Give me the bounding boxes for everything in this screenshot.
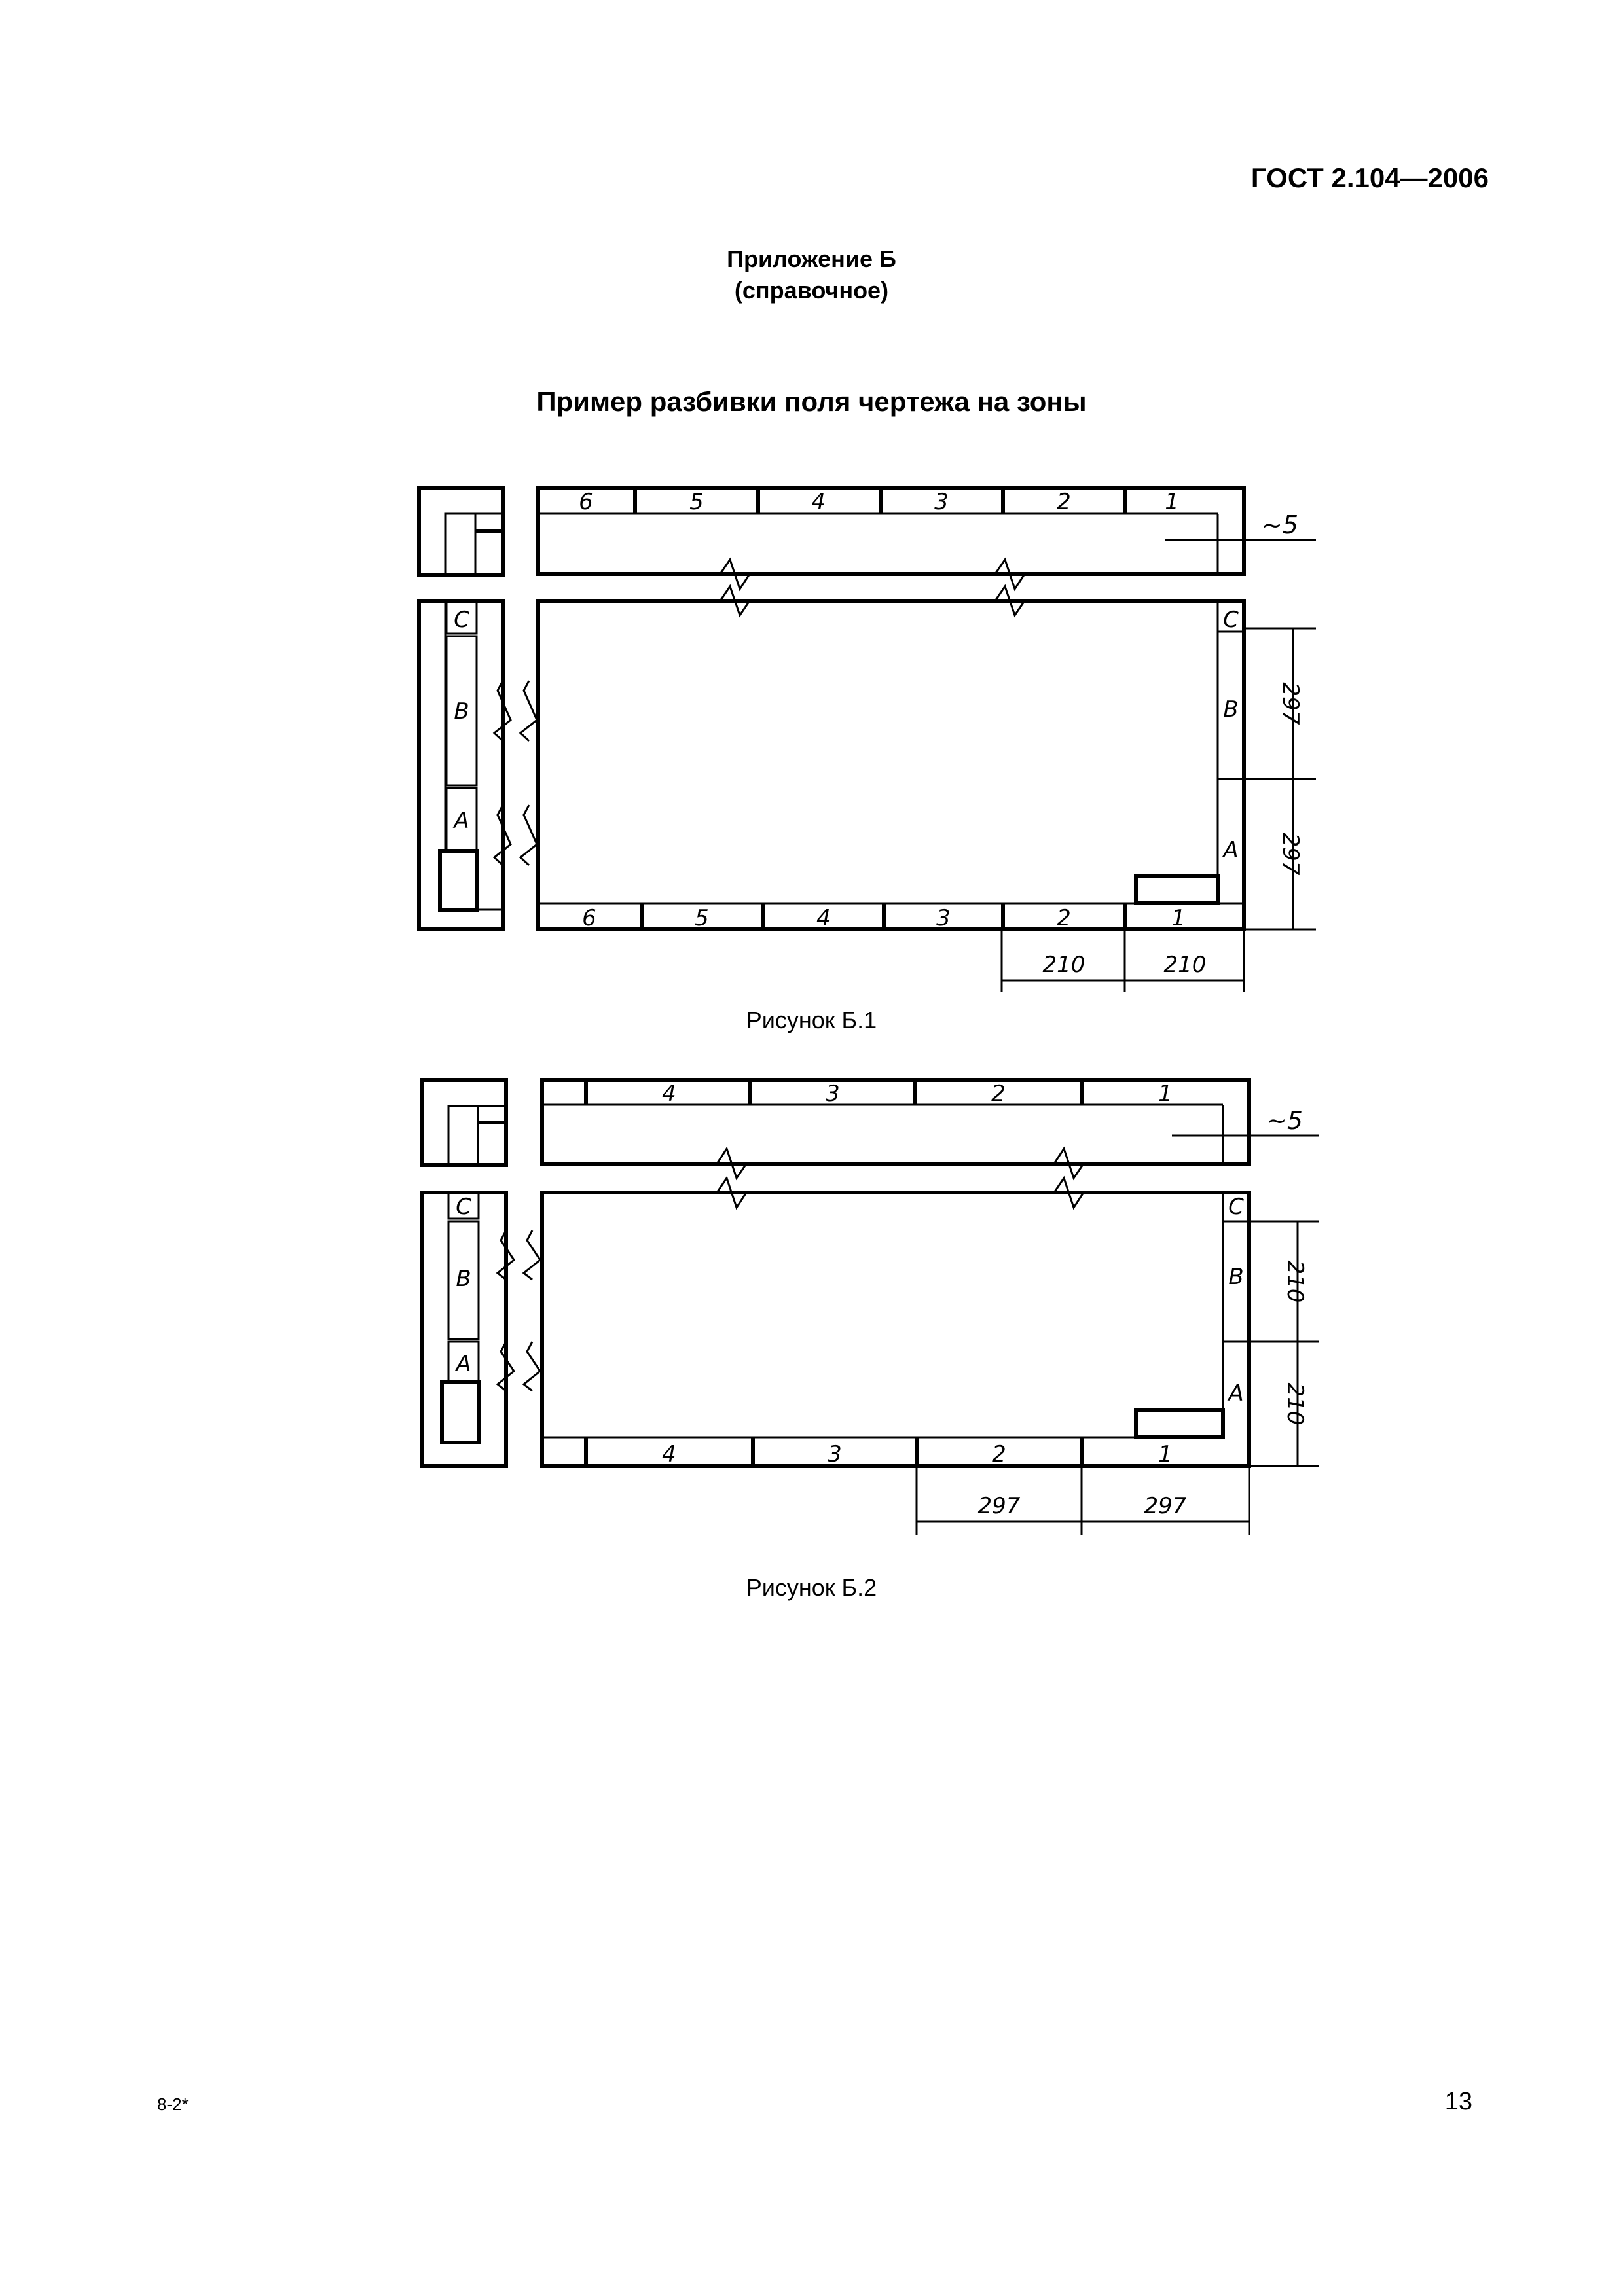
fig2-horiz-dim: 297 [1144,1493,1187,1519]
appendix-line-2: (справочное) [734,277,889,304]
fig1-right-zone-label: B [1223,696,1239,723]
fig2-left-zone-label: A [456,1351,471,1377]
fig1-bottom-zone-label: 6 [582,905,596,931]
fig1-top-zone-label: 6 [579,489,593,515]
fig2-left-top-frame [422,1080,506,1165]
fig2-top-zone-label: 1 [1158,1081,1173,1107]
fig1-main-top-band [538,488,1244,589]
fig2-left-zone-label: B [456,1266,471,1292]
fig2-main-body [542,1178,1249,1466]
fig2-vert-dim: 210 [1282,1382,1308,1426]
fig1-right-zone-label: A [1223,837,1239,863]
footer-print-mark: 8-2* [157,2094,189,2114]
fig1-left-zone-label: A [454,808,469,834]
fig2-main-top-band [542,1080,1249,1178]
fig2-vert-dim: 210 [1282,1260,1308,1303]
figure-1-caption: Рисунок Б.1 [746,1007,877,1033]
fig1-bottom-zone-label: 5 [695,905,709,931]
fig1-top-zone-label: 1 [1165,489,1179,515]
fig1-left-zone-label: B [454,698,469,725]
fig1-dimensions [1002,540,1316,992]
fig2-top-zone-label: 3 [826,1081,840,1107]
fig2-top-zone-label: 2 [991,1081,1006,1107]
fig2-horiz-dim: 297 [977,1493,1021,1519]
fig1-bottom-zone-label: 2 [1057,905,1071,931]
fig1-top-zone-label: 2 [1057,489,1071,515]
fig1-top-zone-label: 5 [689,489,704,515]
fig2-bottom-zone-label: 4 [662,1441,676,1467]
fig2-dimensions [917,1136,1319,1535]
fig2-left-bottom-frame [422,1193,540,1466]
fig1-vert-dim: 297 [1277,833,1304,876]
fig1-bottom-zone-label: 4 [816,905,831,931]
fig2-bottom-zone-label: 3 [828,1441,842,1467]
fig1-horiz-dim: 210 [1042,952,1085,978]
fig1-left-zone-label: C [454,607,469,633]
fig1-top-zone-label: 4 [811,489,826,515]
fig1-left-bottom-frame [419,601,537,929]
fig1-margin-label: ~5 [1261,511,1299,539]
fig1-bottom-zone-label: 1 [1171,905,1186,931]
fig1-top-zone-label: 3 [934,489,949,515]
fig2-left-zone-label: C [456,1194,471,1220]
fig1-bottom-zone-label: 3 [936,905,951,931]
fig1-main-body [538,586,1244,929]
fig1-left-top-frame [419,488,503,575]
fig1-vert-dim: 297 [1277,682,1304,725]
figure-2-caption: Рисунок Б.2 [746,1574,877,1601]
fig2-right-zone-label: C [1228,1194,1244,1220]
appendix-line-1: Приложение Б [727,245,896,272]
fig1-right-zone-label: C [1223,607,1239,633]
fig2-margin-label: ~5 [1266,1106,1304,1135]
page-number: 13 [1444,2088,1472,2115]
fig2-bottom-zone-label: 2 [992,1441,1006,1467]
fig2-right-zone-label: A [1228,1380,1244,1407]
fig1-horiz-dim: 210 [1163,952,1207,978]
fig2-right-zone-label: B [1228,1264,1244,1290]
document-code: ГОСТ 2.104—2006 [1250,162,1489,193]
fig2-top-zone-label: 4 [662,1081,676,1107]
section-title: Пример разбивки поля чертежа на зоны [536,386,1087,417]
fig2-bottom-zone-label: 1 [1158,1441,1173,1467]
